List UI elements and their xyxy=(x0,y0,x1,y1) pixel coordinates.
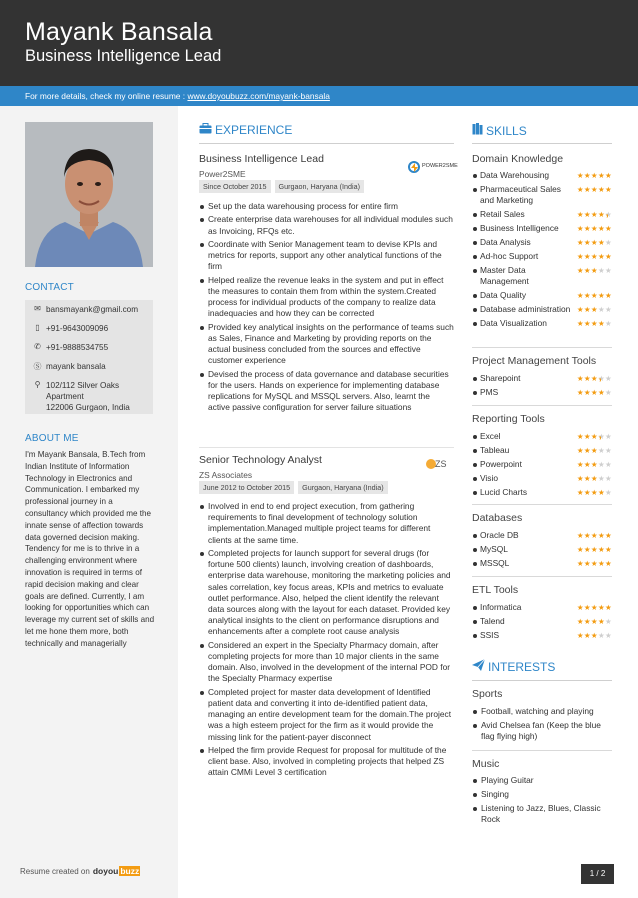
books-icon xyxy=(472,123,483,138)
star-icon: ★ xyxy=(604,446,612,455)
star-icon: ★ xyxy=(604,305,612,314)
svg-text:ZS: ZS xyxy=(435,459,447,469)
star-icon: ★ xyxy=(576,446,584,455)
skill-item xyxy=(472,630,612,641)
star-icon: ★ xyxy=(576,185,584,194)
address-line-2: Apartment xyxy=(46,392,84,401)
skills-heading-text: SKILLS xyxy=(486,123,527,138)
job-2-bullets xyxy=(199,501,454,781)
star-icon: ★ xyxy=(597,631,605,640)
star-icon: ★ xyxy=(590,559,598,568)
star-icon: ★ xyxy=(597,252,605,261)
skill-item xyxy=(472,304,612,315)
list-item: Set up the data warehousing process for entire firm xyxy=(199,201,454,212)
star-icon: ★ xyxy=(576,305,584,314)
star-icon: ★ xyxy=(583,210,591,219)
star-icon: ★ xyxy=(576,291,584,300)
skill-name: SSIS xyxy=(480,630,500,640)
star-icon: ★ xyxy=(583,474,591,483)
job-1-location: Gurgaon, Haryana (India) xyxy=(275,180,365,193)
list-item: Completed projects for launch support for several drugs (for fortune 500 clients) launch, involving creation of dashboards, enterprise data warehouse, monitoring the marketing policies and sales correlation, key focus areas, KPIs and metrics to evaluate outlet performance. Also, helped the client identify the relevant data sources along with the layout for each dataset. Provided key analytical insights to the client on performance disruptions and enhancements after a complete root cause analysis xyxy=(199,548,454,638)
star-rating xyxy=(577,445,612,456)
star-icon: ★ xyxy=(604,460,612,469)
star-icon: ★ xyxy=(583,238,591,247)
star-rating xyxy=(577,544,612,555)
skill-name: Master Data Management xyxy=(480,265,529,286)
star-icon: ★ xyxy=(590,319,598,328)
star-icon: ★ xyxy=(583,559,591,568)
star-icon: ★ xyxy=(604,374,612,383)
list-item: Considered an expert in the Specialty Pharmacy domain, after completing projects for more than 10 major clients in the same domain. Also, involved in the development of the internal POD for the Specialty Pharmacy expertise xyxy=(199,640,454,685)
star-icon: ★ xyxy=(597,545,605,554)
star-icon: ★ xyxy=(576,266,584,275)
star-icon: ★ xyxy=(597,171,605,180)
location-pin-icon: ⚲ xyxy=(34,380,41,389)
skype-icon: Ⓢ xyxy=(33,362,42,371)
skill-name: Excel xyxy=(480,431,501,441)
skill-name: Oracle DB xyxy=(480,530,519,540)
skill-name: Powerpoint xyxy=(480,459,522,469)
list-item: Football, watching and playing xyxy=(472,706,612,717)
star-icon: ★ xyxy=(590,252,598,261)
list-item: Helped realize the revenue leaks in the system and put in effect the measures to contain them from within the system.Created process for individual products of the company to realize data inadequacies and how they can be corrected xyxy=(199,275,454,320)
star-icon: ★ xyxy=(604,388,612,397)
star-icon: ★ xyxy=(590,291,598,300)
star-icon: ★ xyxy=(597,238,605,247)
star-icon: ★ xyxy=(590,388,598,397)
star-icon: ★ xyxy=(590,374,598,383)
job-2-location: Gurgaon, Haryana (India) xyxy=(298,481,388,494)
star-rating xyxy=(577,170,612,181)
list-item: Listening to Jazz, Blues, Classic Rock xyxy=(472,803,612,825)
contact-phone-2[interactable] xyxy=(25,338,153,357)
job-1-dates: Since October 2015 xyxy=(199,180,271,193)
star-icon: ★ ★ xyxy=(598,432,605,441)
paper-plane-icon xyxy=(472,659,485,674)
phone-icon: ✆ xyxy=(34,342,41,351)
star-icon: ★ xyxy=(604,603,612,612)
skill-item xyxy=(472,473,612,484)
skype-text: mayank bansala xyxy=(46,362,106,371)
contact-phone-1[interactable] xyxy=(25,319,153,338)
star-icon: ★ xyxy=(590,432,598,441)
star-icon: ★ xyxy=(604,617,612,626)
interests-divider xyxy=(472,680,612,681)
star-icon: ★ xyxy=(576,171,584,180)
star-icon: ★ xyxy=(604,432,612,441)
star-rating xyxy=(577,265,612,276)
star-rating xyxy=(577,209,612,220)
skill-name: Lucid Charts xyxy=(480,487,528,497)
star-icon: ★ xyxy=(604,319,612,328)
star-icon: ★ xyxy=(576,474,584,483)
skill-item xyxy=(472,318,612,329)
star-icon: ★ xyxy=(583,252,591,261)
skill-item xyxy=(472,209,612,220)
skill-name: MySQL xyxy=(480,544,508,554)
list-item: Involved in end to end project execution, from gathering requirements to final development of technology solution implementation.Managed multiple project teams for different clients at the same time. xyxy=(199,501,454,546)
contact-heading: CONTACT xyxy=(25,282,74,293)
star-icon: ★ xyxy=(597,617,605,626)
skill-name: Data Quality xyxy=(480,290,527,300)
skill-list-reporting xyxy=(472,431,612,501)
list-item: Avid Chelsea fan (Keep the blue flag flying high) xyxy=(472,720,612,742)
star-icon: ★ xyxy=(583,224,591,233)
sidebar xyxy=(0,106,178,898)
star-rating xyxy=(577,251,612,262)
list-item: Helped the firm provide Request for proposal for multitude of the client base. Also, involved in completing projects that helped ZS attain CMMi Level 3 certification xyxy=(199,745,454,779)
list-item: Devised the process of data governance and database securities for the users. Hands on experience for implementing database replications for MySQL and MSSQL servers. Also, learnt the active passive configuration for server failure situations xyxy=(199,369,454,414)
star-rating xyxy=(577,487,612,498)
skill-name: Visio xyxy=(480,473,499,483)
skill-group-reporting: Reporting Tools xyxy=(472,413,545,425)
star-rating xyxy=(577,558,612,569)
star-rating xyxy=(577,459,612,470)
company-1: Power2SME xyxy=(199,169,246,179)
skill-list-databases xyxy=(472,530,612,572)
person-title: Business Intelligence Lead xyxy=(25,47,222,65)
star-icon: ★ xyxy=(604,252,612,261)
star-rating xyxy=(577,290,612,301)
star-rating xyxy=(577,473,612,484)
star-icon: ★ xyxy=(597,603,605,612)
star-icon: ★ xyxy=(597,266,605,275)
experience-heading-text: EXPERIENCE xyxy=(215,123,293,137)
star-icon: ★ xyxy=(576,531,584,540)
star-icon: ★ xyxy=(590,545,598,554)
star-icon: ★ xyxy=(590,238,598,247)
skills-group-divider xyxy=(472,405,612,406)
contact-email[interactable] xyxy=(25,300,153,319)
star-icon: ★ xyxy=(604,171,612,180)
skill-name: Ad-hoc Support xyxy=(480,251,539,261)
star-icon: ★ xyxy=(597,305,605,314)
skills-heading xyxy=(472,123,527,138)
star-rating xyxy=(577,387,612,398)
online-resume-link[interactable]: www.doyoubuzz.com/mayank-bansala xyxy=(187,91,330,101)
interests-heading-text: INTERESTS xyxy=(488,659,556,674)
skill-list-pm-tools xyxy=(472,373,612,401)
skill-item xyxy=(472,290,612,301)
star-icon: ★ xyxy=(597,291,605,300)
star-icon: ★ xyxy=(597,185,605,194)
interests-group-divider xyxy=(472,750,612,751)
star-icon: ★ xyxy=(590,266,598,275)
star-icon: ★ xyxy=(590,185,598,194)
skill-item xyxy=(472,445,612,456)
star-icon: ★ xyxy=(597,224,605,233)
star-icon: ★ xyxy=(604,559,612,568)
star-icon: ★ xyxy=(583,266,591,275)
skill-item xyxy=(472,459,612,470)
skill-name: MSSQL xyxy=(480,558,510,568)
star-icon: ★ xyxy=(590,460,598,469)
skill-item xyxy=(472,265,612,287)
star-icon: ★ xyxy=(576,631,584,640)
star-icon: ★ xyxy=(576,432,584,441)
star-icon: ★ xyxy=(583,291,591,300)
skill-item xyxy=(472,387,612,398)
skill-name: Talend xyxy=(480,616,505,626)
skill-name: Data Visualization xyxy=(480,318,547,328)
page-number: 1 / 2 xyxy=(581,864,614,884)
star-icon: ★ xyxy=(583,446,591,455)
star-icon: ★ xyxy=(576,374,584,383)
skill-name: Sharepoint xyxy=(480,373,521,383)
profile-photo xyxy=(25,122,153,267)
experience-divider xyxy=(199,143,454,144)
star-icon: ★ xyxy=(583,319,591,328)
star-rating xyxy=(577,223,612,234)
star-icon: ★ xyxy=(576,545,584,554)
star-icon: ★ xyxy=(576,617,584,626)
skill-group-etl: ETL Tools xyxy=(472,584,519,596)
online-resume-bar xyxy=(0,86,638,106)
email-text: bansmayank@gmail.com xyxy=(46,305,139,314)
person-name: Mayank Bansala xyxy=(25,18,213,46)
star-icon: ★ xyxy=(597,446,605,455)
skill-item xyxy=(472,530,612,541)
contact-address xyxy=(25,376,153,414)
star-icon: ★ xyxy=(604,545,612,554)
skills-group-divider xyxy=(472,347,612,348)
company-2: ZS Associates xyxy=(199,470,253,480)
star-rating xyxy=(577,602,612,613)
star-icon: ★ xyxy=(576,210,584,219)
star-icon: ★ xyxy=(597,319,605,328)
star-icon: ★ xyxy=(604,238,612,247)
star-icon: ★ xyxy=(583,617,591,626)
star-icon: ★ xyxy=(597,388,605,397)
star-icon: ★ xyxy=(583,185,591,194)
skill-item xyxy=(472,170,612,181)
power2sme-logo: POWER2SME xyxy=(408,158,448,178)
star-icon: ★ xyxy=(590,210,598,219)
star-icon: ★ xyxy=(597,488,605,497)
star-icon: ★ xyxy=(590,171,598,180)
star-icon: ★ xyxy=(583,388,591,397)
interests-heading xyxy=(472,659,555,674)
skill-name: Data Warehousing xyxy=(480,170,550,180)
star-icon: ★ xyxy=(590,224,598,233)
skills-group-divider xyxy=(472,504,612,505)
star-icon: ★ ★ xyxy=(598,374,605,383)
skill-item xyxy=(472,373,612,384)
job-divider xyxy=(199,447,454,448)
list-item: Create enterprise data warehouses for all individual modules such as Invoicing, RFQs etc. xyxy=(199,214,454,236)
star-icon: ★ xyxy=(583,305,591,314)
job-2-tags xyxy=(199,481,388,494)
skill-group-databases: Databases xyxy=(472,512,523,524)
star-icon: ★ xyxy=(590,305,598,314)
skill-item xyxy=(472,431,612,442)
star-icon: ★ xyxy=(583,488,591,497)
skill-item xyxy=(472,616,612,627)
star-icon: ★ xyxy=(590,603,598,612)
skill-name: Data Analysis xyxy=(480,237,531,247)
star-icon: ★ xyxy=(576,603,584,612)
list-item: Completed project for master data development of Identified patient data and converting it into de-identified patient data, managing an entire development team for the domain.The project was a high esteem project for the firm as it would provide the missing link for the patient-payer disconnect xyxy=(199,687,454,743)
star-icon: ★ xyxy=(604,224,612,233)
skill-list-domain xyxy=(472,170,612,332)
star-rating xyxy=(577,630,612,641)
zs-logo xyxy=(424,456,450,476)
star-icon: ★ xyxy=(604,631,612,640)
star-icon: ★ xyxy=(583,531,591,540)
job-title-1: Business Intelligence Lead xyxy=(199,153,324,165)
star-rating xyxy=(577,304,612,315)
star-rating xyxy=(577,184,612,195)
resume-header xyxy=(0,0,638,86)
skill-item xyxy=(472,251,612,262)
address-line-1: 102/112 Silver Oaks xyxy=(46,381,120,390)
list-item: Provided key analytical insights on the performance of teams such as Sales, Finance and Marketing by providing reports on the actual business concluded from the sources and effective customer experience xyxy=(199,322,454,367)
star-icon: ★ xyxy=(583,603,591,612)
skill-name: Retail Sales xyxy=(480,209,525,219)
skill-item xyxy=(472,558,612,569)
skill-item xyxy=(472,237,612,248)
star-icon: ★ xyxy=(604,266,612,275)
star-icon: ★ xyxy=(597,460,605,469)
star-icon: ★ xyxy=(597,474,605,483)
job-1-tags xyxy=(199,180,364,193)
star-icon: ★ xyxy=(590,531,598,540)
star-rating xyxy=(577,318,612,329)
list-item: Singing xyxy=(472,789,612,800)
briefcase-icon xyxy=(199,123,212,137)
skill-name: Pharmaceutical Sales and Marketing xyxy=(480,184,561,205)
star-icon: ★ xyxy=(597,531,605,540)
skill-list-etl xyxy=(472,602,612,644)
star-rating xyxy=(577,373,612,384)
star-icon: ★ xyxy=(576,488,584,497)
skill-item xyxy=(472,602,612,613)
job-2-dates: June 2012 to October 2015 xyxy=(199,481,294,494)
star-icon: ★ xyxy=(576,460,584,469)
skill-name: Informatica xyxy=(480,602,522,612)
interest-list-sports xyxy=(472,706,612,745)
interest-list-music xyxy=(472,775,612,828)
about-heading: ABOUT ME xyxy=(25,433,79,444)
skill-name: Database administration xyxy=(480,304,571,314)
skill-item xyxy=(472,544,612,555)
star-rating xyxy=(577,616,612,627)
star-icon: ★ xyxy=(604,531,612,540)
star-icon: ★ xyxy=(583,460,591,469)
contact-skype[interactable] xyxy=(25,357,153,376)
star-icon: ★ xyxy=(576,224,584,233)
footer-credit xyxy=(20,866,140,876)
star-icon: ★ xyxy=(583,374,591,383)
star-icon: ★ xyxy=(604,291,612,300)
skill-group-pm-tools: Project Management Tools xyxy=(472,355,597,367)
phone2-text: +91-9888534755 xyxy=(46,343,109,352)
star-icon: ★ xyxy=(583,545,591,554)
envelope-icon: ✉ xyxy=(34,304,41,313)
star-icon: ★ xyxy=(583,631,591,640)
mobile-phone-icon: ▯ xyxy=(35,323,40,332)
star-rating xyxy=(577,530,612,541)
online-resume-prefix: For more details, check my online resume : xyxy=(25,91,188,101)
phone1-text: +91-9643009096 xyxy=(46,324,109,333)
about-text: I'm Mayank Bansala, B.Tech from Indian Institute of Information Technology in Electronics and Communication. I embarked my professional journey in a consultancy which provided me the innate sense of affection towards data governed decision making. Tendency for me is to thrive in a challenging environment where innovation is required in terms of rapid decision making and clear goals are defined. Currently, I am looking for opportunities which can leverage my current set of skills and let me hone them more, both technically and managerially xyxy=(25,450,155,648)
star-icon: ★ xyxy=(590,446,598,455)
star-icon: ★ xyxy=(576,388,584,397)
star-icon: ★ xyxy=(590,488,598,497)
skill-group-domain: Domain Knowledge xyxy=(472,153,564,165)
star-icon: ★ xyxy=(597,559,605,568)
job-1-bullets xyxy=(199,201,454,416)
skill-item xyxy=(472,487,612,498)
star-icon: ★ xyxy=(576,559,584,568)
skills-divider xyxy=(472,143,612,144)
job-title-2: Senior Technology Analyst xyxy=(199,454,322,466)
star-icon: ★ xyxy=(576,319,584,328)
star-icon: ★ xyxy=(576,238,584,247)
star-icon: ★ xyxy=(597,210,605,219)
list-item: Coordinate with Senior Management team to devise KPIs and metrics for reports, support any other analytical functions of the firm xyxy=(199,239,454,273)
skill-name: Tableau xyxy=(480,445,510,455)
star-rating xyxy=(577,237,612,248)
skills-group-divider xyxy=(472,576,612,577)
interest-group-music: Music xyxy=(472,758,500,770)
star-icon: ★ xyxy=(590,617,598,626)
skill-name: PMS xyxy=(480,387,499,397)
footer-created-text: Resume created on xyxy=(20,866,90,876)
address-text xyxy=(46,380,130,413)
skill-item xyxy=(472,223,612,234)
skill-item xyxy=(472,184,612,206)
address-line-3: 122006 Gurgaon, India xyxy=(46,403,130,412)
star-icon: ★ xyxy=(576,252,584,261)
star-icon: ★ xyxy=(583,171,591,180)
interest-group-sports: Sports xyxy=(472,688,503,700)
star-icon: ★ xyxy=(583,432,591,441)
star-rating xyxy=(577,431,612,442)
star-icon: ★ xyxy=(590,631,598,640)
star-icon: ★ ★ xyxy=(605,210,612,219)
star-icon: ★ xyxy=(604,474,612,483)
star-icon: ★ xyxy=(604,488,612,497)
doyoubuzz-logo[interactable]: doyou buzz xyxy=(92,866,140,876)
star-icon: ★ xyxy=(604,185,612,194)
skill-name: Business Intelligence xyxy=(480,223,559,233)
list-item: Playing Guitar xyxy=(472,775,612,786)
star-icon: ★ xyxy=(590,474,598,483)
experience-heading xyxy=(199,123,292,137)
